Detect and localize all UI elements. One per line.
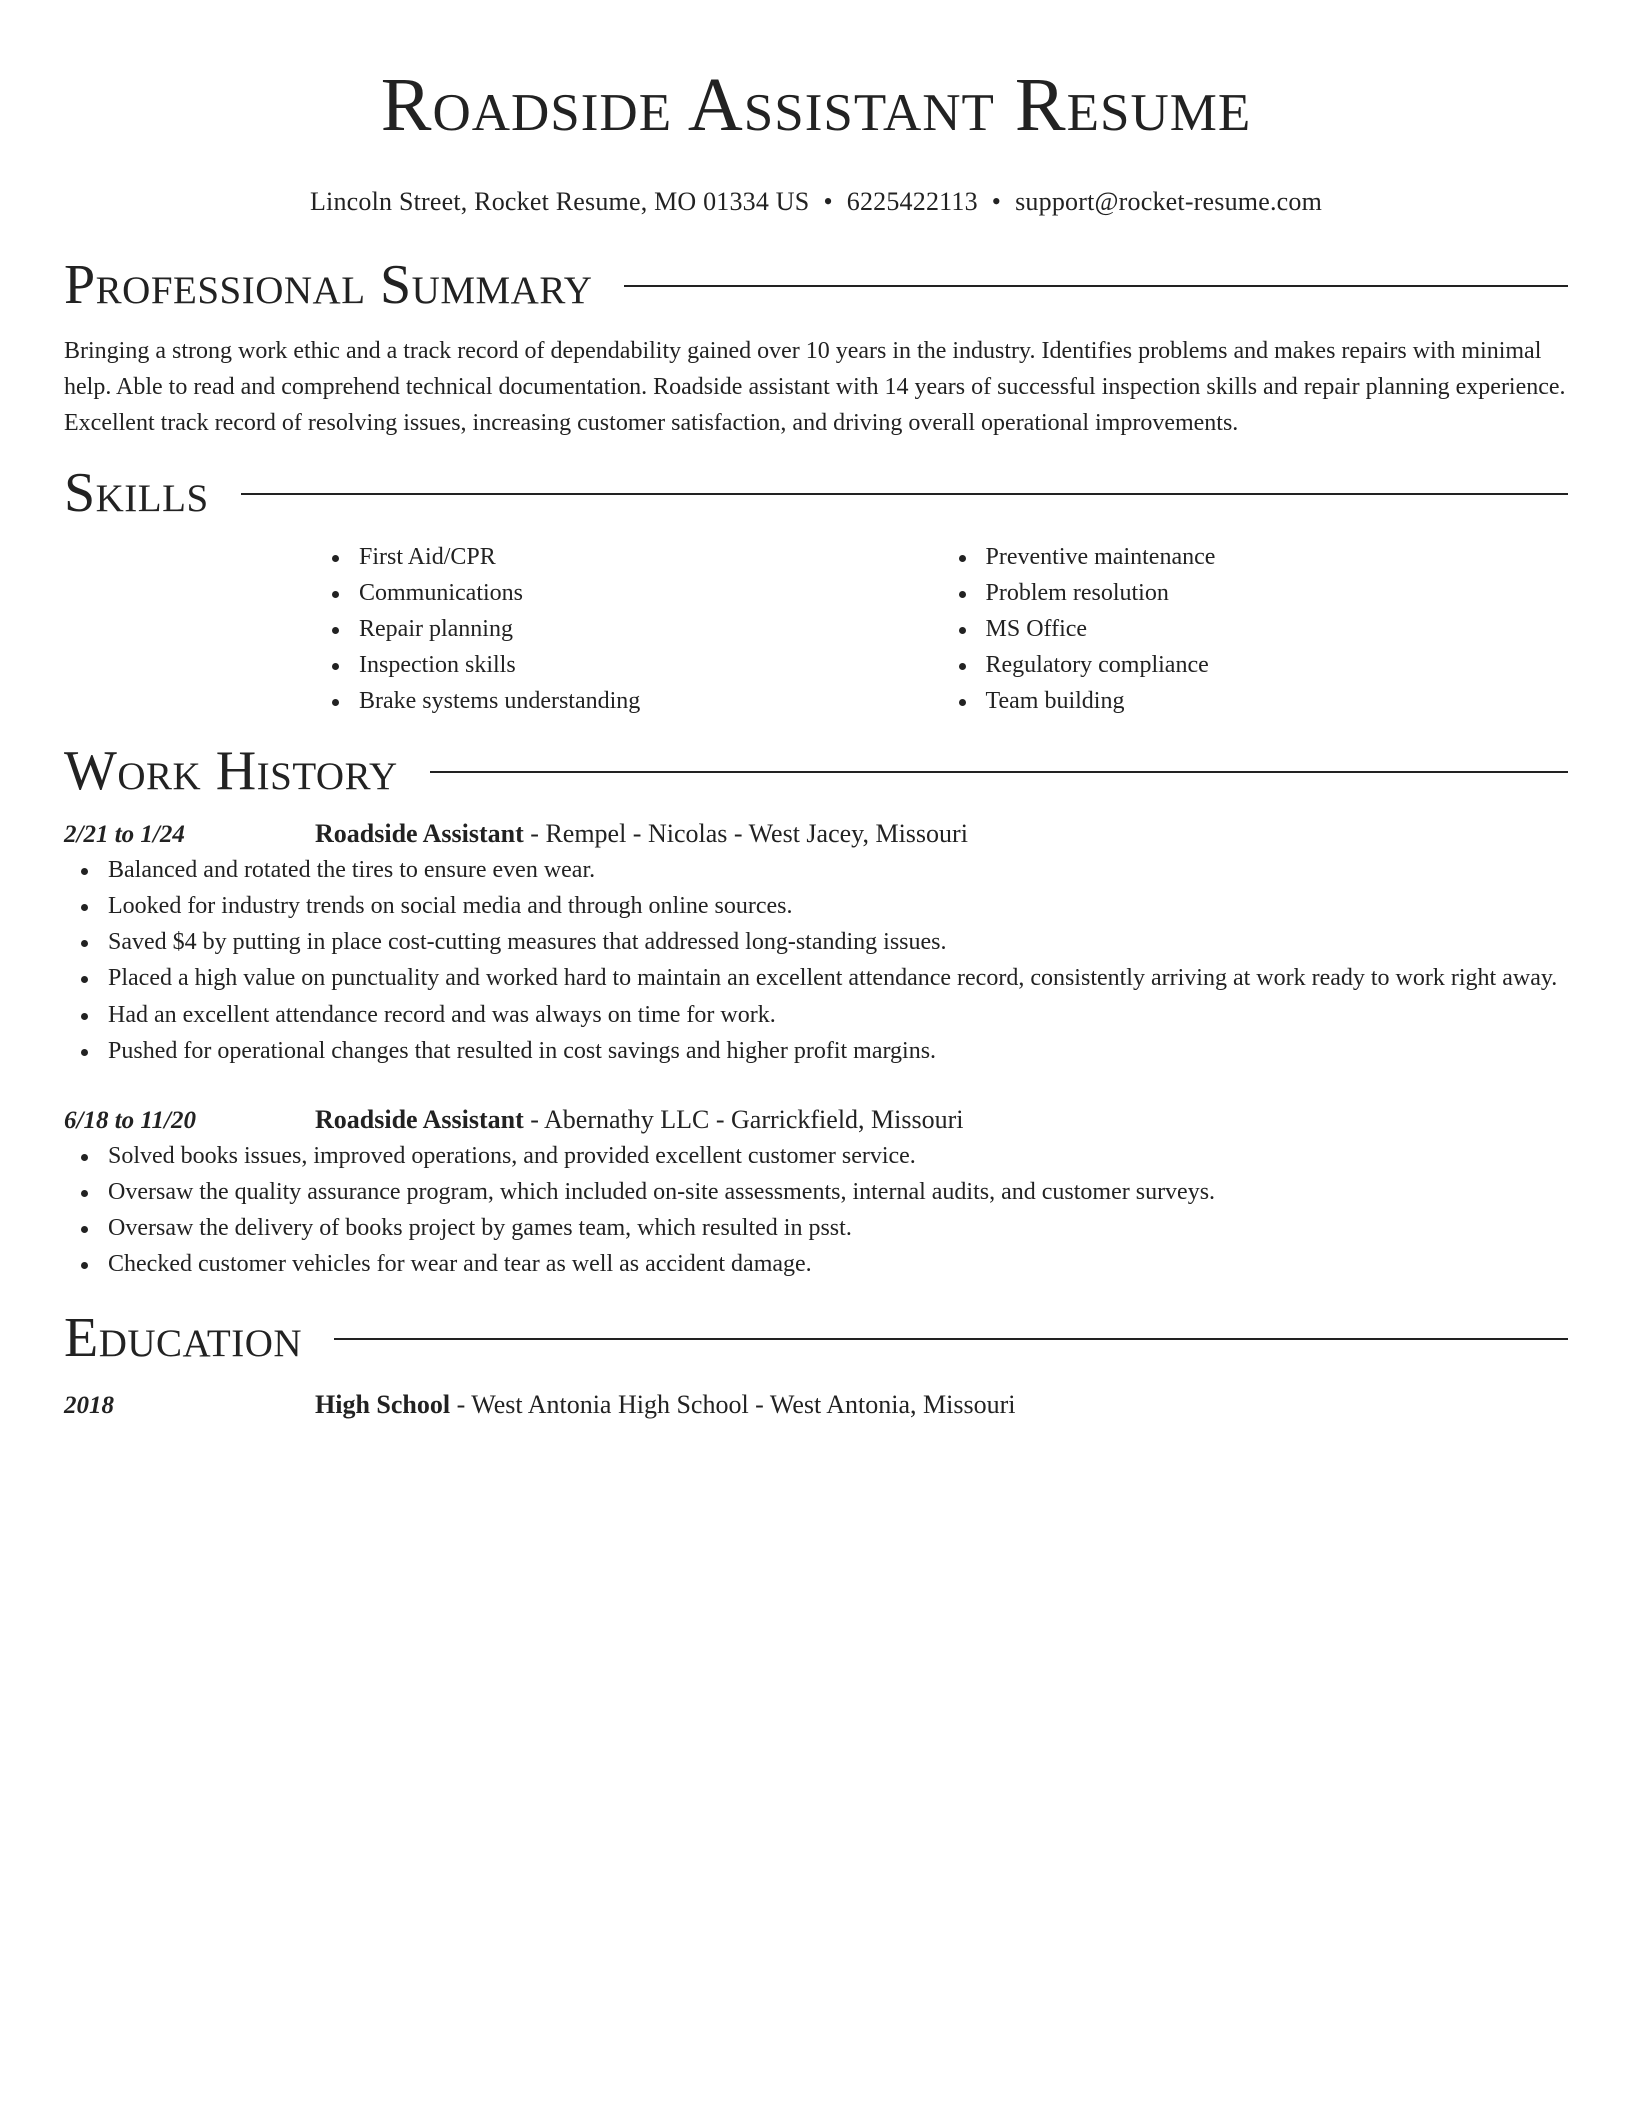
education-heading-line <box>315 1388 1016 1422</box>
job-header <box>64 1103 1568 1138</box>
job-duty: Balanced and rotated the tires to ensure even wear. <box>108 852 1568 888</box>
section-divider <box>430 771 1568 773</box>
skill-item: First Aid/CPR <box>359 539 942 575</box>
section-divider <box>241 493 1568 495</box>
job-duties <box>64 852 1568 1069</box>
job-duties <box>64 1138 1568 1282</box>
skill-item: Problem resolution <box>986 575 1569 611</box>
job-dates: 2/21 to 1/24 <box>64 821 185 848</box>
contact-separator: • <box>823 187 833 216</box>
skills-column-right <box>942 539 1569 719</box>
contact-email: support@rocket-resume.com <box>1015 187 1323 216</box>
skills-column-left <box>315 539 942 719</box>
job-duty: Placed a high value on punctuality and worked hard to maintain an excellent attendance record, consistently arriving at work ready to work right away. <box>108 960 1568 996</box>
job-heading <box>315 1103 964 1137</box>
work-section-heading <box>64 739 1568 803</box>
section-divider <box>624 285 1568 287</box>
contact-address: Lincoln Street, Rocket Resume, MO 01334 US <box>309 187 810 216</box>
job-entry <box>64 1103 1568 1282</box>
contact-line <box>64 186 1568 218</box>
resume-title: Roadside Assistant Resume <box>380 63 1252 147</box>
summary-heading: Professional Summary <box>64 254 593 316</box>
education-heading: Education <box>64 1307 303 1369</box>
job-entry <box>64 817 1568 1069</box>
job-duty: Looked for industry trends on social media and through online sources. <box>108 888 1568 924</box>
summary-section-heading <box>64 253 1568 317</box>
skills-list <box>315 539 1568 719</box>
education-section-heading <box>64 1306 1568 1370</box>
skill-item: Repair planning <box>359 611 942 647</box>
summary-text: Bringing a strong work ethic and a track record of dependability gained over 10 years in the industry. Identifies problems and makes repairs with minimal help. Able to read and comprehend technical documentation. Roadside assistant with 14 years of successful inspection skills and repair planning experience. Excellent track record of resolving issues, increasing customer satisfaction, and driving overall operational improvements. <box>64 338 1566 436</box>
skill-item: Communications <box>359 575 942 611</box>
section-divider <box>334 1338 1568 1340</box>
skill-item: Preventive maintenance <box>986 539 1569 575</box>
skills-heading: Skills <box>64 462 209 524</box>
job-dates: 6/18 to 11/20 <box>64 1107 196 1134</box>
job-duty: Solved books issues, improved operations, and provided excellent customer service. <box>108 1138 1568 1174</box>
skill-item: MS Office <box>986 611 1569 647</box>
job-title: Roadside Assistant <box>315 819 524 848</box>
job-duty: Oversaw the delivery of books project by games team, which resulted in psst. <box>108 1210 1568 1246</box>
job-duty: Oversaw the quality assurance program, which included on-site assessments, internal audits, and customer surveys. <box>108 1174 1568 1210</box>
job-title: Roadside Assistant <box>315 1105 524 1134</box>
contact-separator: • <box>991 187 1002 216</box>
skill-item: Brake systems understanding <box>359 683 942 719</box>
job-duty: Checked customer vehicles for wear and tear as well as accident damage. <box>108 1246 1568 1282</box>
skills-section-heading <box>64 461 1568 525</box>
job-employer: - Rempel - Nicolas - West Jacey, Missouri <box>523 819 968 848</box>
skill-item: Regulatory compliance <box>986 647 1569 683</box>
job-duty: Had an excellent attendance record and was always on time for work. <box>108 997 1568 1033</box>
job-header <box>64 817 1568 852</box>
skill-item: Team building <box>986 683 1569 719</box>
education-year: 2018 <box>64 1392 114 1419</box>
education-degree: High School <box>315 1390 451 1419</box>
job-employer: - Abernathy LLC - Garrickfield, Missouri <box>523 1105 964 1134</box>
education-school: - West Antonia High School - West Antonia, Missouri <box>450 1390 1016 1419</box>
work-heading: Work History <box>64 740 398 802</box>
education-entry <box>64 1388 1568 1423</box>
job-duty: Saved $4 by putting in place cost-cutting measures that addressed long-standing issues. <box>108 924 1568 960</box>
job-duty: Pushed for operational changes that resulted in cost savings and higher profit margins. <box>108 1033 1568 1069</box>
job-heading <box>315 817 968 851</box>
skill-item: Inspection skills <box>359 647 942 683</box>
contact-phone: 6225422113 <box>846 187 978 216</box>
